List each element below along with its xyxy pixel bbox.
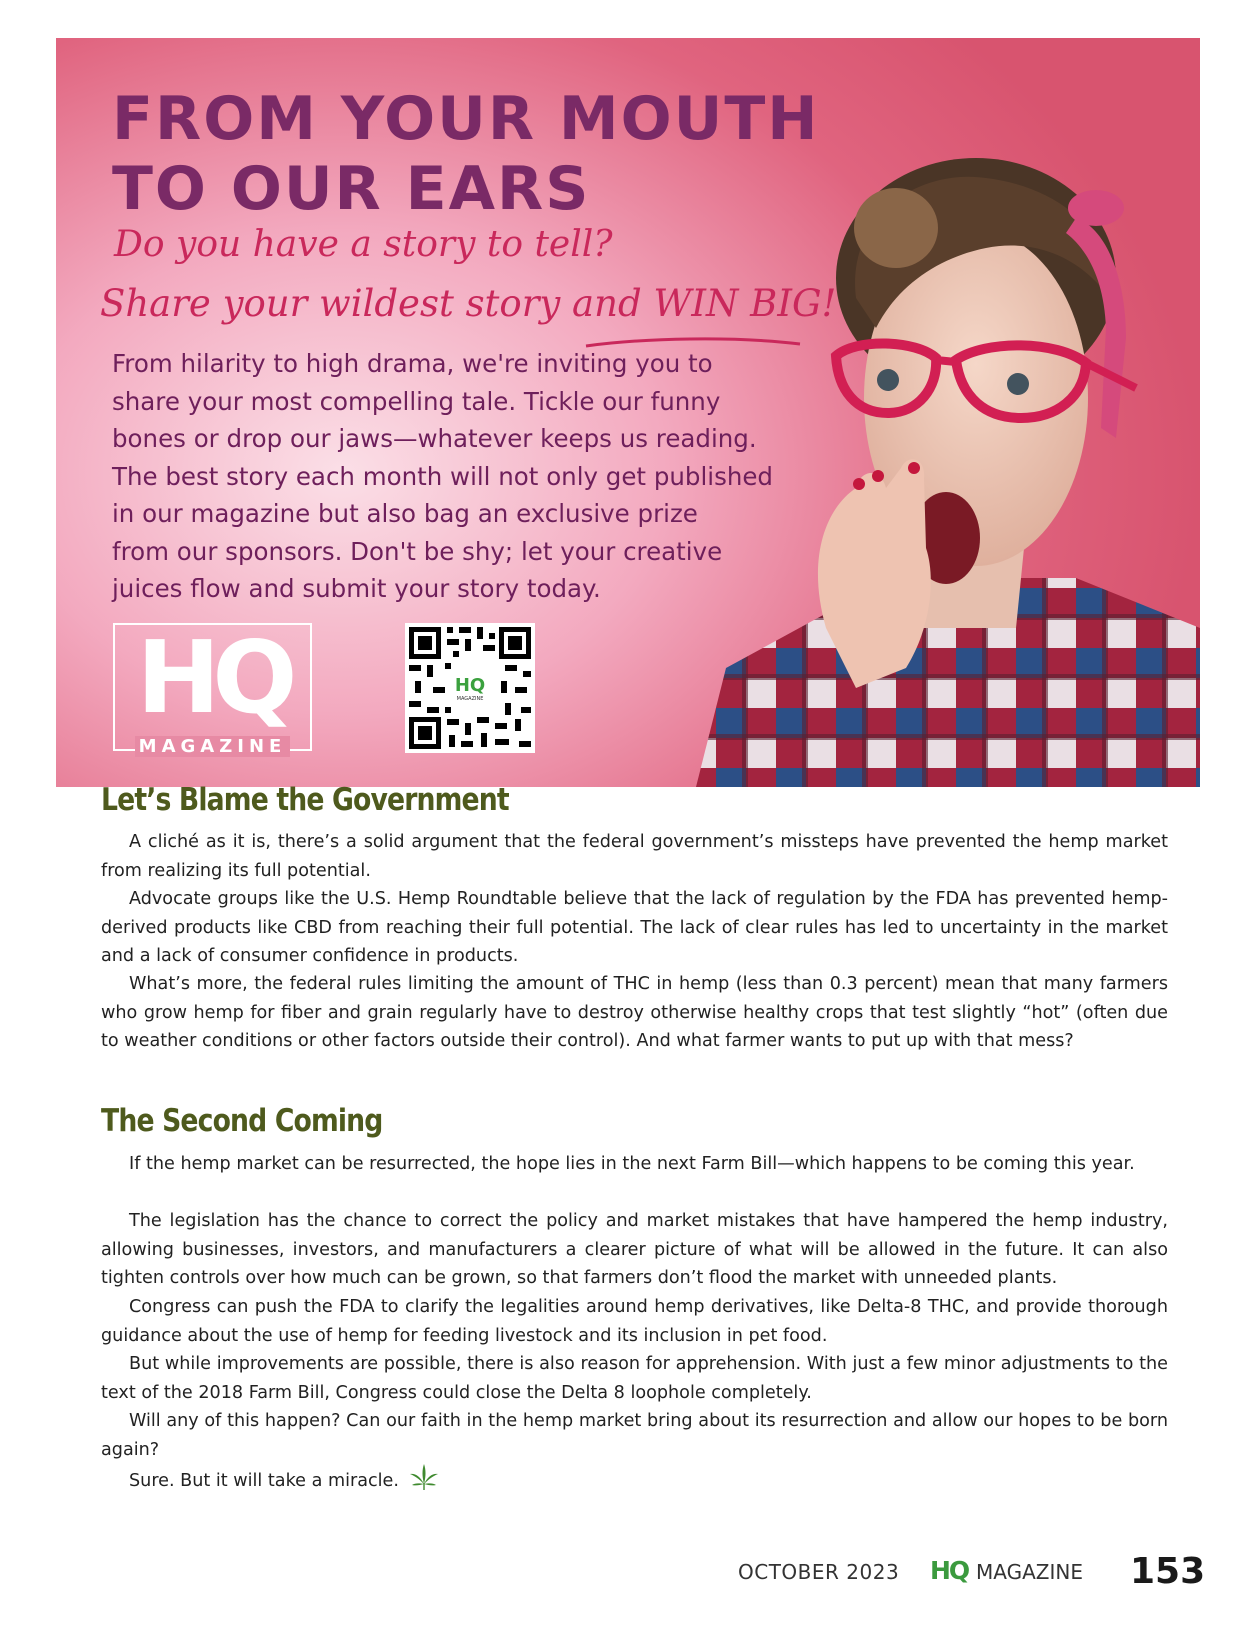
footer-magazine-name: MAGAZINE <box>976 1560 1083 1584</box>
paragraph: If the hemp market can be resurrected, the hope lies in the next Farm Bill—which happens to be coming this year. <box>129 1154 1135 1174</box>
footer-hq-logo: HQ <box>930 1556 969 1585</box>
paragraph: But while improvements are possible, there is also reason for apprehension. With just a few minor adjustments to the text of the 2018 Farm Bill, Congress could close the Delta 8 loophole completely. <box>101 1354 1168 1403</box>
ad-body-text: From hilarity to high drama, we're inviting you to share your most compelling tale. Tickle our funny bones or drop our jaws—whatever keeps us reading. The best story each month will not only get published in our magazine but also bag an exclusive prize from our sponsors. Don't be shy; let your creative juices flow and submit your story today. <box>112 349 773 603</box>
cannabis-leaf-icon <box>409 1464 439 1490</box>
qr-code-icon <box>405 623 535 753</box>
page-number: 153 <box>1130 1551 1206 1592</box>
paragraph: What’s more, the federal rules limiting the amount of THC in hemp (less than 0.3 percent) mean that many farmers who grow hemp for fiber and grain regularly have to destroy otherwise healthy crops that test slightly “hot” (often due to weather conditions or other factors outside their control). And what farmer wants to put up with that mess? <box>101 974 1168 1052</box>
ad-tagline-question: Do you have a story to tell? <box>114 224 613 265</box>
hq-logo-word: MAGAZINE <box>115 736 310 757</box>
paragraph: The legislation has the chance to correct the policy and market mistakes that have hampered the hemp industry, allowing businesses, investors, and manufacturers a clearer picture of what will be allowed in the future. It can also tighten controls over how much can be grown, so that farmers don’t flood the market with unneeded plants. <box>101 1211 1168 1289</box>
story-contest-ad <box>56 38 1200 787</box>
paragraph: Advocate groups like the U.S. Hemp Roundtable believe that the lack of regulation by the FDA has prevented hemp-derived products like CBD from reaching their full potential. The lack of clear rules has led to uncertainty in the market and a lack of consumer confidence in products. <box>101 889 1168 967</box>
hq-magazine-logo <box>113 619 312 757</box>
hq-logo-letters: HQ <box>136 619 290 736</box>
page-footer <box>600 1551 1206 1592</box>
ad-headline-line2: TO OUR EARS <box>112 154 591 224</box>
paragraph: Congress can push the FDA to clarify the legalities around hemp derivatives, like Delta-8 THC, and provide thorough guidance about the use of hemp for feeding livestock and its inclusion in pet food. <box>101 1297 1168 1346</box>
qr-hq-mark: HQ <box>454 675 486 696</box>
section-heading-blame-government: Let’s Blame the Government <box>101 782 509 818</box>
paragraph: Will any of this happen? Can our faith in the hemp market bring about its resurrection and allow our hopes to be born again? <box>101 1411 1168 1460</box>
qr-hq-word: MAGAZINE <box>456 696 484 702</box>
ad-headline-line1: FROM YOUR MOUTH <box>112 84 820 154</box>
paragraph: A cliché as it is, there’s a solid argument that the federal government’s missteps have prevented the hemp market from realizing its full potential. <box>101 832 1168 881</box>
closing-text: Sure. But it will take a miracle. <box>129 1471 399 1491</box>
ad-tagline-win: Share your wildest story and WIN BIG! <box>100 282 837 325</box>
issue-date: OCTOBER 2023 <box>738 1560 900 1584</box>
section-heading-second-coming: The Second Coming <box>101 1103 383 1139</box>
ad-headline <box>112 84 820 224</box>
closing-paragraph <box>101 1464 1168 1496</box>
qr-code[interactable] <box>405 623 535 753</box>
